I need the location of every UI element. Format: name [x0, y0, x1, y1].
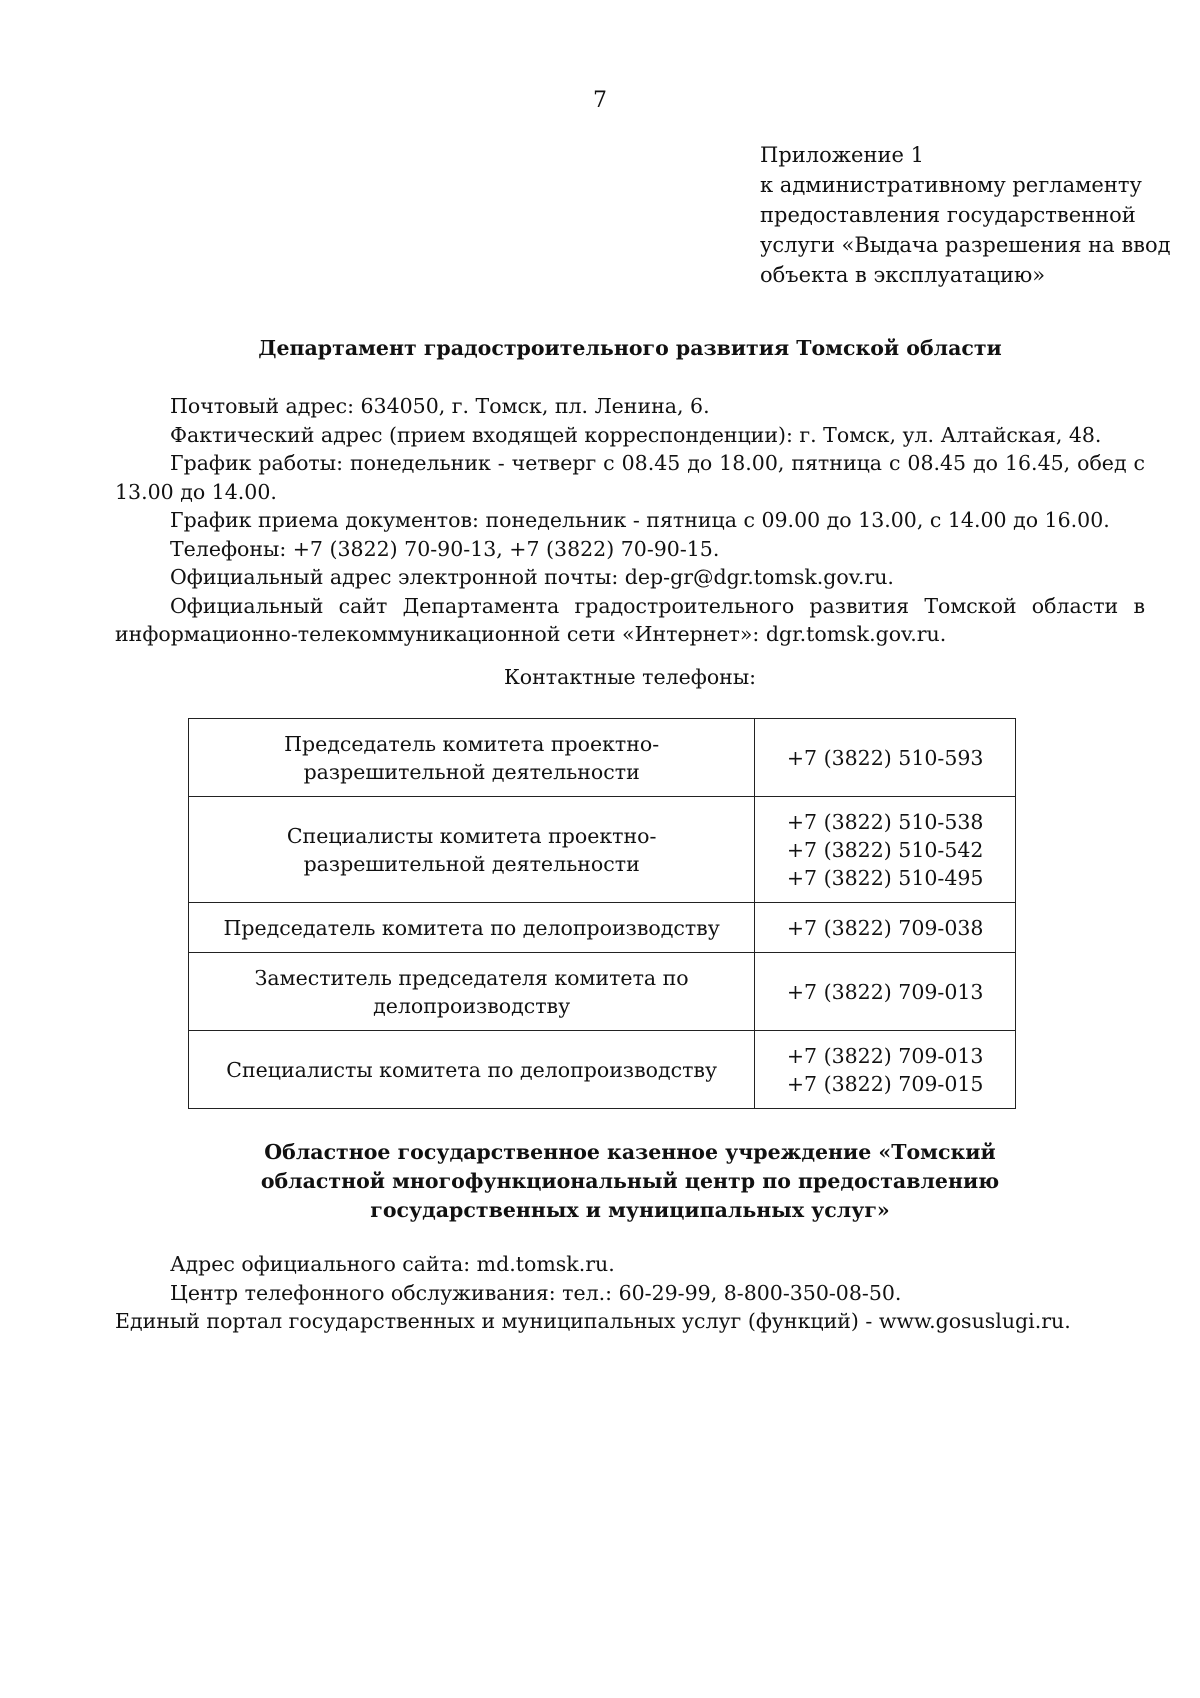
appendix-line: к административному регламенту [760, 173, 1142, 197]
contact-phones [755, 719, 1016, 797]
work-schedule: График работы: понедельник - четверг с 08.45 до 18.00, пятница с 08.45 до 16.45, обед с 13.00 до 14.00. [115, 451, 1145, 504]
contacts-caption: Контактные телефоны: [503, 665, 757, 689]
table-row [189, 1031, 1016, 1109]
mfc-title-line: государственных и муниципальных услуг» [370, 1198, 890, 1222]
contact-role: Специалисты комитета по делопроизводству [189, 1031, 755, 1109]
department-website: Официальный сайт Департамента градостроительного развития Томской области в информационно-телекоммуникационной сети «Интернет»: dgr.tomsk.gov.ru. [115, 593, 1145, 646]
mfc-title [115, 1138, 1145, 1225]
mfc-title-line: областной многофункциональный центр по предоставлению [260, 1169, 1000, 1193]
contact-role: Заместитель председателя комитета по делопроизводству [189, 953, 755, 1031]
phone-number: +7 (3822) 510-495 [786, 865, 984, 890]
phone-number: +7 (3822) 709-013 [786, 979, 984, 1004]
reception-schedule: График приема документов: понедельник - пятница с 09.00 до 13.00, с 14.00 до 16.00. [170, 508, 1110, 532]
mfc-call-center: Центр телефонного обслуживания: тел.: 60-29-99, 8-800-350-08-50. [170, 1280, 902, 1305]
contact-role: Председатель комитета по делопроизводству [189, 903, 755, 953]
table-row [189, 953, 1016, 1031]
phone-number: +7 (3822) 510-538 [786, 809, 984, 834]
appendix-line: объекта в эксплуатацию» [760, 263, 1046, 287]
table-row [189, 903, 1016, 953]
appendix-header [760, 140, 1180, 290]
page-number: 7 [593, 88, 607, 113]
department-phones: Телефоны: +7 (3822) 70-90-13, +7 (3822) 70-90-15. [170, 536, 720, 561]
table-row [189, 719, 1016, 797]
appendix-line: предоставления государственной [760, 203, 1136, 227]
department-email: Официальный адрес электронной почты: dep-gr@dgr.tomsk.gov.ru. [170, 565, 894, 589]
mfc-site: Адрес официального сайта: md.tomsk.ru. [170, 1252, 615, 1276]
appendix-line: услуги «Выдача разрешения на ввод [760, 233, 1171, 257]
contact-role: Председатель комитета проектно-разрешительной деятельности [189, 719, 755, 797]
phone-number: +7 (3822) 709-013 [786, 1043, 984, 1068]
mfc-info [115, 1250, 1145, 1336]
appendix-line: Приложение 1 [760, 143, 924, 167]
mfc-title-line: Областное государственное казенное учреждение «Томский [264, 1140, 996, 1164]
contact-phones [755, 903, 1016, 953]
contact-phones [755, 797, 1016, 903]
gosuslugi-portal: Единый портал государственных и муниципальных услуг (функций) - www.gosuslugi.ru. [115, 1309, 1071, 1333]
phone-number: +7 (3822) 709-015 [786, 1071, 984, 1096]
table-row [189, 797, 1016, 903]
department-info [115, 392, 1145, 649]
contacts-table [188, 718, 1016, 1109]
department-title: Департамент градостроительного развития Томской области [258, 336, 1002, 360]
actual-address: Фактический адрес (прием входящей корреспонденции): г. Томск, ул. Алтайская, 48. [170, 422, 1102, 447]
contact-phones [755, 1031, 1016, 1109]
phone-number: +7 (3822) 510-593 [786, 745, 984, 770]
contact-role: Специалисты комитета проектно-разрешительной деятельности [189, 797, 755, 903]
phone-number: +7 (3822) 709-038 [786, 915, 984, 940]
phone-number: +7 (3822) 510-542 [786, 837, 984, 862]
postal-address: Почтовый адрес: 634050, г. Томск, пл. Ленина, 6. [170, 394, 710, 418]
contact-phones [755, 953, 1016, 1031]
